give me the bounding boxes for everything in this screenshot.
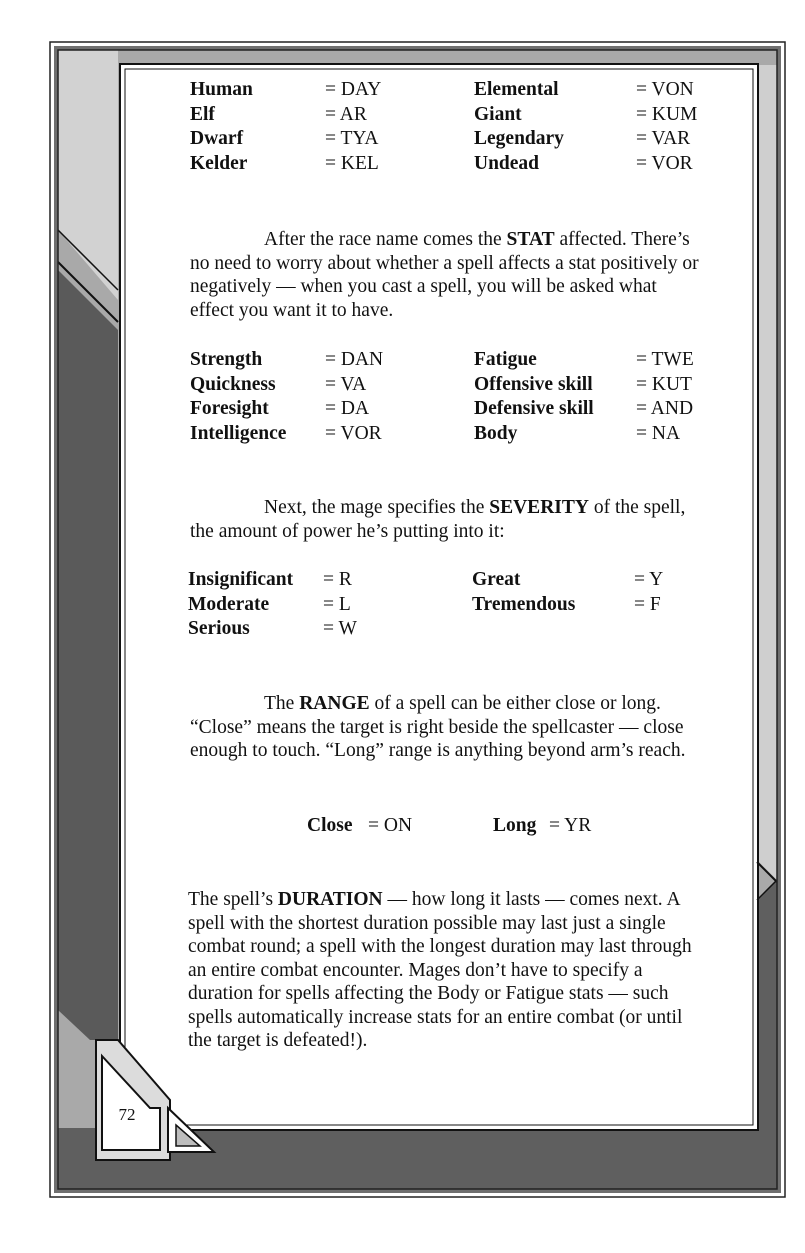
race-label: Kelder	[190, 152, 248, 174]
severity-label: Great	[472, 569, 521, 590]
race-code: = VON	[636, 79, 694, 100]
range-para-bold: RANGE	[299, 693, 370, 714]
severity-label: Serious	[188, 618, 250, 639]
stat-label: Defensive skill	[474, 398, 594, 419]
table-row	[190, 103, 710, 128]
severity-para-after: of the spell, the amount of power he’s putting into it:	[190, 497, 686, 542]
table-row	[188, 593, 708, 618]
race-label: Giant	[474, 103, 522, 125]
severity-table	[188, 568, 708, 642]
race-label: Legendary	[474, 128, 564, 149]
stat-label: Body	[474, 422, 518, 444]
stat-code: = KUT	[636, 373, 692, 395]
range-paragraph	[190, 692, 700, 763]
table-row	[190, 422, 710, 447]
race-label: Human	[190, 79, 253, 100]
severity-label: Tremendous	[472, 593, 576, 615]
stat-label: Fatigue	[474, 349, 537, 370]
table-row	[190, 152, 710, 177]
stat-table	[190, 348, 710, 446]
race-code: = VOR	[636, 152, 693, 174]
severity-label: Moderate	[188, 593, 270, 615]
table-row	[190, 397, 710, 422]
table-row	[190, 348, 710, 373]
stat-code: = NA	[636, 422, 681, 444]
frame-left-lower	[58, 270, 118, 1040]
stat-label: Quickness	[190, 373, 276, 395]
race-label: Elemental	[474, 79, 559, 100]
severity-paragraph	[190, 496, 700, 543]
range-para-before: The	[264, 693, 300, 714]
stat-code: = AND	[636, 398, 694, 419]
range-close-code: = ON	[368, 815, 413, 836]
race-table	[190, 78, 710, 176]
stat-label: Strength	[190, 349, 263, 370]
range-long-code: = YR	[549, 815, 592, 836]
duration-para-before: The spell’s	[188, 889, 278, 910]
table-row	[190, 373, 710, 398]
table-row	[188, 814, 708, 839]
range-close-label: Close	[307, 815, 353, 836]
severity-code: = F	[634, 593, 661, 615]
severity-code: = L	[323, 593, 351, 615]
race-label: Elf	[190, 103, 215, 125]
stat-label: Offensive skill	[474, 373, 593, 395]
stat-code: = DA	[325, 398, 370, 419]
stat-code: = TWE	[636, 349, 694, 370]
severity-para-bold: SEVERITY	[489, 497, 589, 518]
race-code: = AR	[325, 103, 367, 125]
severity-code: = R	[323, 569, 352, 590]
stat-code: = VA	[325, 373, 367, 395]
race-code: = KUM	[636, 103, 698, 125]
race-label: Dwarf	[190, 128, 244, 149]
range-long-label: Long	[493, 815, 537, 836]
table-row	[190, 78, 710, 103]
race-code: = KEL	[325, 152, 379, 174]
table-row	[188, 617, 708, 642]
stat-para-after: affected. There’s no need to worry about whether a spell affects a stat positively or negatively — when you cast a spell, you will be asked what effect you want it to have.	[190, 229, 699, 321]
stat-code: = VOR	[325, 422, 382, 444]
duration-para-bold: DURATION	[277, 889, 383, 910]
stat-label: Foresight	[190, 398, 269, 419]
range-table	[188, 814, 708, 839]
stat-label: Intelligence	[190, 422, 287, 444]
table-row	[188, 568, 708, 593]
race-label: Undead	[474, 152, 540, 174]
table-row	[190, 127, 710, 152]
stat-paragraph	[190, 228, 700, 322]
duration-para-after: — how long it lasts — comes next. A spell with the shortest duration possible may last just a single combat round; a spell with the longest duration may last through an entire combat encounter. Mages don’t have to specify a duration for spells affecting the Body or Fatigue stats — such spells automatically increase stats for an entire combat (or until the target is defeated!).	[188, 889, 692, 1051]
stat-para-before: After the race name comes the	[264, 229, 507, 250]
race-code: = DAY	[325, 79, 382, 100]
severity-para-before: Next, the mage specifies the	[264, 497, 490, 518]
duration-paragraph	[188, 888, 703, 1053]
severity-label: Insignificant	[188, 569, 294, 590]
page-number: 72	[118, 1105, 136, 1124]
range-para-after: of a spell can be either close or long. “Close” means the target is right beside the spellcaster — close enough to touch. “Long” range is anything beyond arm’s reach.	[190, 693, 686, 761]
frame-right-band	[757, 65, 777, 880]
race-code: = TYA	[325, 128, 379, 149]
severity-code: = W	[323, 618, 357, 639]
severity-code: = Y	[634, 569, 664, 590]
race-code: = VAR	[636, 128, 691, 149]
stat-para-bold: STAT	[506, 229, 555, 250]
stat-code: = DAN	[325, 349, 384, 370]
